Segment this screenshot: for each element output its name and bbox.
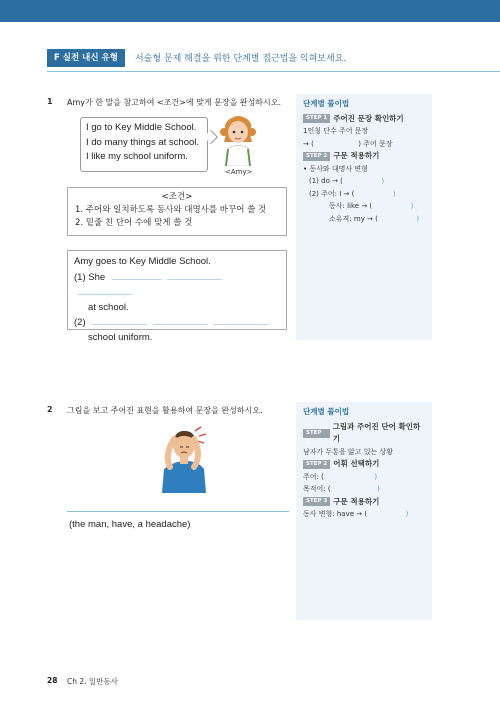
q1-close-4: ) (416, 214, 420, 223)
section-title: 서술형 문제 해결을 위한 단계별 접근법을 익혀보세요. (134, 54, 347, 64)
answer-2-blank-1[interactable] (92, 315, 147, 325)
q2-step3-label: 구문 적용하기 (333, 496, 380, 506)
answer-1-label: (1) She (74, 271, 106, 283)
amy-label: <Amy> (225, 168, 253, 176)
answer-1-end: at school. (88, 301, 129, 313)
page-number: 28 (47, 676, 58, 685)
answer-intro: Amy goes to Key Middle School. (74, 256, 211, 267)
answer-1-blank-3[interactable] (77, 285, 132, 295)
answer-2-label: (2) (74, 317, 86, 328)
answer-2-blank-3[interactable] (214, 315, 269, 325)
section-header (47, 48, 346, 67)
q2-object-close: ) (377, 485, 380, 493)
q2-step1-label: 그림과 주어진 단어 확인하기 (332, 421, 421, 443)
q2-subject: 주어: ( (303, 472, 324, 481)
q2-answer-line[interactable] (67, 511, 289, 512)
q2-subject-close: ) (374, 472, 378, 481)
q1-step1-badge: STEP 1 (303, 114, 330, 123)
speech-bubble (80, 117, 208, 172)
q1-step1-line2-prefix: → ( (303, 139, 314, 148)
top-bar (0, 0, 500, 22)
question-1-number: 1 (47, 97, 53, 106)
speech-line-3: I like my school uniform. (86, 151, 188, 162)
question-1-prompt: Amy가 한 말을 참고하여 <조건>에 맞게 문장을 완성하시오. (67, 98, 282, 107)
q1-line-2: (2) 주어: I → ( (309, 189, 355, 198)
q1-close-3: ) (410, 202, 414, 210)
answer-box (67, 250, 287, 343)
answer-2-blank-2[interactable] (153, 315, 208, 325)
q2-step-panel (296, 402, 432, 620)
question-2-number: 2 (47, 405, 53, 414)
q1-line-1: (1) do → ( (309, 177, 343, 185)
q2-step1-line: 남자가 두통을 앓고 있는 상황 (303, 447, 394, 456)
header-divider (47, 71, 500, 72)
q2-verb-close: ) (405, 510, 409, 518)
q1-line-4: 소유격: my → ( (329, 214, 378, 223)
q2-panel-title: 단계별 풀이법 (303, 407, 350, 416)
q1-close-1: ) (381, 177, 385, 185)
speech-line-2: I do many things at school. (86, 136, 200, 148)
q2-step2-label: 어휘 선택하기 (333, 459, 380, 468)
q2-object: 목적어: ( (303, 485, 331, 493)
condition-2: 2. 밑줄 친 단어 수에 맞게 쓸 것 (75, 218, 193, 228)
section-tag: F 실전 내신 유형 (47, 49, 125, 67)
q1-bullet: • 동사와 대명사 변형 (303, 164, 368, 173)
chapter-label: Ch 2. 일반동사 (67, 677, 118, 686)
headache-man-illustration (150, 425, 220, 493)
q1-close-2: ) (392, 189, 396, 198)
q2-step3-badge: STEP 3 (303, 497, 330, 506)
q1-panel-title: 단계별 풀이법 (303, 99, 350, 108)
speech-line-1: I go to Key Middle School. (86, 122, 197, 133)
q1-line-3: 동사: like → ( (329, 202, 373, 210)
q1-step-panel (296, 94, 432, 340)
q2-expression: (the man, have, a headache) (69, 519, 191, 530)
q1-step2-label: 구문 적용하기 (333, 151, 380, 160)
q1-step1-line1: 1인칭 단수 주어 문장 (303, 127, 369, 135)
answer-1-blank-1[interactable] (112, 270, 162, 280)
answer-1-blank-2[interactable] (167, 270, 222, 280)
condition-1: 1. 주어와 일치하도록 동사와 대명사를 바꾸어 쓸 것 (75, 205, 267, 215)
q2-step1-badge: STEP 1 (303, 429, 330, 438)
question-2-prompt: 그림을 보고 주어진 표현을 활용하여 문장을 완성하시오. (67, 406, 263, 415)
amy-illustration (218, 112, 258, 166)
conditions-box (67, 187, 287, 236)
q1-step2-badge: STEP 2 (303, 152, 330, 161)
q2-step2-badge: STEP 2 (303, 460, 330, 469)
q1-step1-label: 주어진 문장 확인하기 (333, 113, 404, 123)
q1-step1-line2-suffix: ) 주어 문장 (358, 139, 393, 148)
answer-2-end: school uniform. (88, 331, 153, 343)
conditions-title: <조건> (161, 192, 193, 202)
q2-verb: 동사 변형: have → ( (303, 510, 368, 518)
